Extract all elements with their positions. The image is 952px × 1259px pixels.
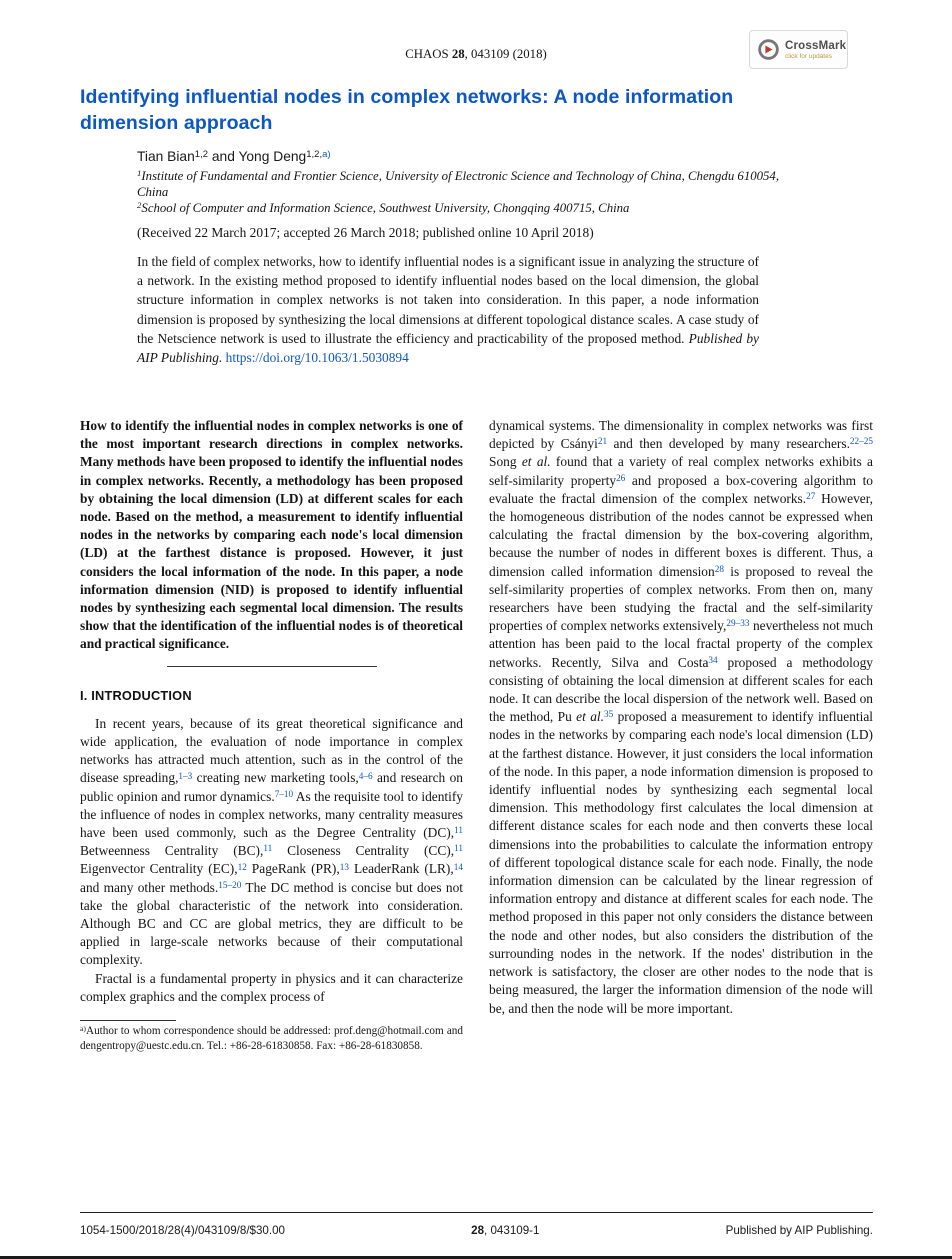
footnote-rule [80,1020,176,1021]
crossmark-text [785,40,846,60]
corresponding-author-link[interactable]: a) [322,149,331,161]
citation-link[interactable]: 12 [237,861,247,872]
intro-paragraph-1: In recent years, because of its great theoretical significance and wide application, the evaluation of node importance in complex networks has attracted much attention, such as in the control of the disease spreading,$^{1-3}$ creating new marketing tools,$^{4-6}$ and research on public opinion and rumor dynamics.$^{7-10}$ As the requisite tool to identify the influence of nodes in complex networks, many centrality measures have been used commonly, such as the Degree Centrality (DC),$^{11}$ Betweenness Centrality (BC),$^{11}$ Closeness Centrality (CC),$^{11}$ Eigenvector Centrality (EC),$^{12}$ PageRank (PR),$^{13}$ LeaderRank (LR),$^{14}$ and many other methods.$^{15-20}$ The DC method is concise but does not take the global characteristic of the network into consideration. Although BC and CC are global metrics, they are difficult to be applied in large-scale networks because of their computational complexity. [80,715,464,968]
citation-link[interactable]: 26 [616,472,626,483]
citation-link[interactable]: 15–20 [218,879,242,890]
footer-issn: 1054-1500/2018/28(4)/043109/8/$30.00 [80,1224,286,1237]
doi-link[interactable]: https://doi.org/10.1063/1.5030894 [225,350,409,366]
received-line: (Received 22 March 2017; accepted 26 March 2018; published online 10 April 2018) [137,225,594,240]
citation-link[interactable]: 27 [806,490,816,501]
citation-link[interactable]: 11 [454,843,463,854]
footnote-text: $^{a)}$Author to whom correspondence should be addressed: prof.deng@hotmail.com and dengentropy@uestc.edu.cn. Tel.: +86-28-61830858. Fax: +86-28-61830858. [80,1023,463,1052]
crossmark-icon [757,38,780,61]
affiliation-2: $^2$School of Computer and Information Science, Southwest University, Chongqing 400715, China [137,199,630,215]
authors-line: Tian Bian$^{1,2}$ and Yong Deng$^{1,2,a)}$ [137,149,331,164]
abstract: In the field of complex networks, how to identify influential nodes is a significant issue in analyzing the structure of a network. In the existing method proposed to identify influential nodes based on the local dimension, the global structure information in complex networks is not taken into consideration. In this paper, a node information dimension is proposed by synthesizing the local dimensions at different topological distance scales. A case study of the Netscience network is used to illustrate the efficiency and practicability of the proposed method. Published by AIP Publishing. https://doi.org/10.1063/1.5030894 [137,254,759,366]
section-heading-introduction: I. INTRODUCTION [80,687,192,703]
citation-link[interactable]: 29–33 [726,618,750,629]
citation-link[interactable]: 4–6 [358,770,373,781]
correspondence-footnote [80,1020,463,1053]
crossmark-tagline: click for updates [785,52,832,60]
affiliation-1: $^1$Institute of Fundamental and Frontier Science, University of Electronic Science and Technology of China, Chengdu 610054, China [137,168,780,199]
citation-link[interactable]: 13 [339,861,349,872]
crossmark-badge[interactable] [749,30,848,69]
right-column [489,417,873,1018]
citation-link[interactable]: 34 [708,654,718,665]
citation-link[interactable]: 28 [714,563,724,574]
crossmark-label: CrossMark [785,39,847,52]
footer-page-number: 28, 043109-1 [471,1224,540,1237]
intro-paragraph-continued: dynamical systems. The dimensionality in complex networks was first depicted by Csányi$^{21}$ and then developed by many researchers.$^{22-25}$ Song et al. found that a variety of real complex networks exhibits a self-similarity property$^{26}$ and proposed a box-covering algorithm to evaluate the fractal dimension of the complex networks.$^{27}$ However, the homogeneous distribution of the nodes cannot be expressed when calculating the fractal dimension by the box-covering algorithm, because the number of nodes in different boxes is different. Thus, a dimension called information dimension$^{28}$ is proposed to reveal the self-similarity properties of complex networks. From then on, many researchers have been studying the fractal and the self-similarity properties of complex networks extensively,$^{29-33}$ nevertheless not much attention has been paid to the local fractal property of the complex networks. Recently, Silva and Costa$^{34}$ proposed a methodology consisting of obtaining the local dimension at different scales for each node. It can describe the local dispersion of the network well. Based on the method, Pu et al.$^{35}$ proposed a measurement to identify influential nodes in the networks by comparing each node's local dimension (LD) at the farthest distance. However, it just considers the local information of the node. In this paper, a node information dimension is proposed to identify influential nodes by synthesizing each segmental local dimension. This methodology first calculates the local dimension at different distance scales for each node and then converts these local dimensions into the probabilities to calculate the information entropy of different topological distance scale for each node. Finally, the node information dimension can be calculated by the linear regression of information entropy and distance at different scales for each node. The method proposed in this paper not only considers the distance between the node and other nodes, but also considers the distribution of the surrounding nodes in the network. If the nodes' distribution in the network is satisfactory, the closer are other nodes to the node that is being measured, the larger the information dimension of the node will be, and then the node will be more important. [489,418,874,1016]
affiliations [137,169,792,216]
citation-link[interactable]: 14 [453,861,463,872]
citation-link[interactable]: 22–25 [849,436,874,447]
footer-publisher: Published by AIP Publishing. [725,1224,873,1237]
citation-link[interactable]: 21 [597,436,608,447]
journal-header: CHAOS 28, 043109 (2018) [405,47,547,61]
citation-link[interactable]: 11 [454,825,463,836]
section-divider [167,666,377,667]
citation-link[interactable]: 1–3 [178,770,193,781]
citation-link[interactable]: 7–10 [274,788,294,799]
citation-link[interactable]: 11 [263,843,273,854]
paper-title: Identifying influential nodes in complex networks: A node information dimension approach [80,86,734,134]
lead-paragraph: How to identify the influential nodes in complex networks is one of the most important research directions in complex networks. Many methods have been proposed to identify the influential nodes in complex networks. Recently, a methodology has been proposed by obtaining the local dimension (LD) at different scales for each node. Based on the method, a measurement to identify influential nodes in the networks by comparing each node's local dimension (LD) at the farthest distance is proposed. However, it just considers the local information of the node. In this paper, a node information dimension (NID) is proposed to identify influential nodes by synthesizing each segmental local dimension. The results show that the identification of the influential nodes is of theoretical and practical significance. [80,418,463,652]
intro-paragraph-2: Fractal is a fundamental property in physics and it can characterize complex graphics and the complex process of [80,970,463,1004]
citation-link[interactable]: 35 [603,709,614,720]
page-footer [80,1212,873,1237]
left-column [80,417,463,1053]
